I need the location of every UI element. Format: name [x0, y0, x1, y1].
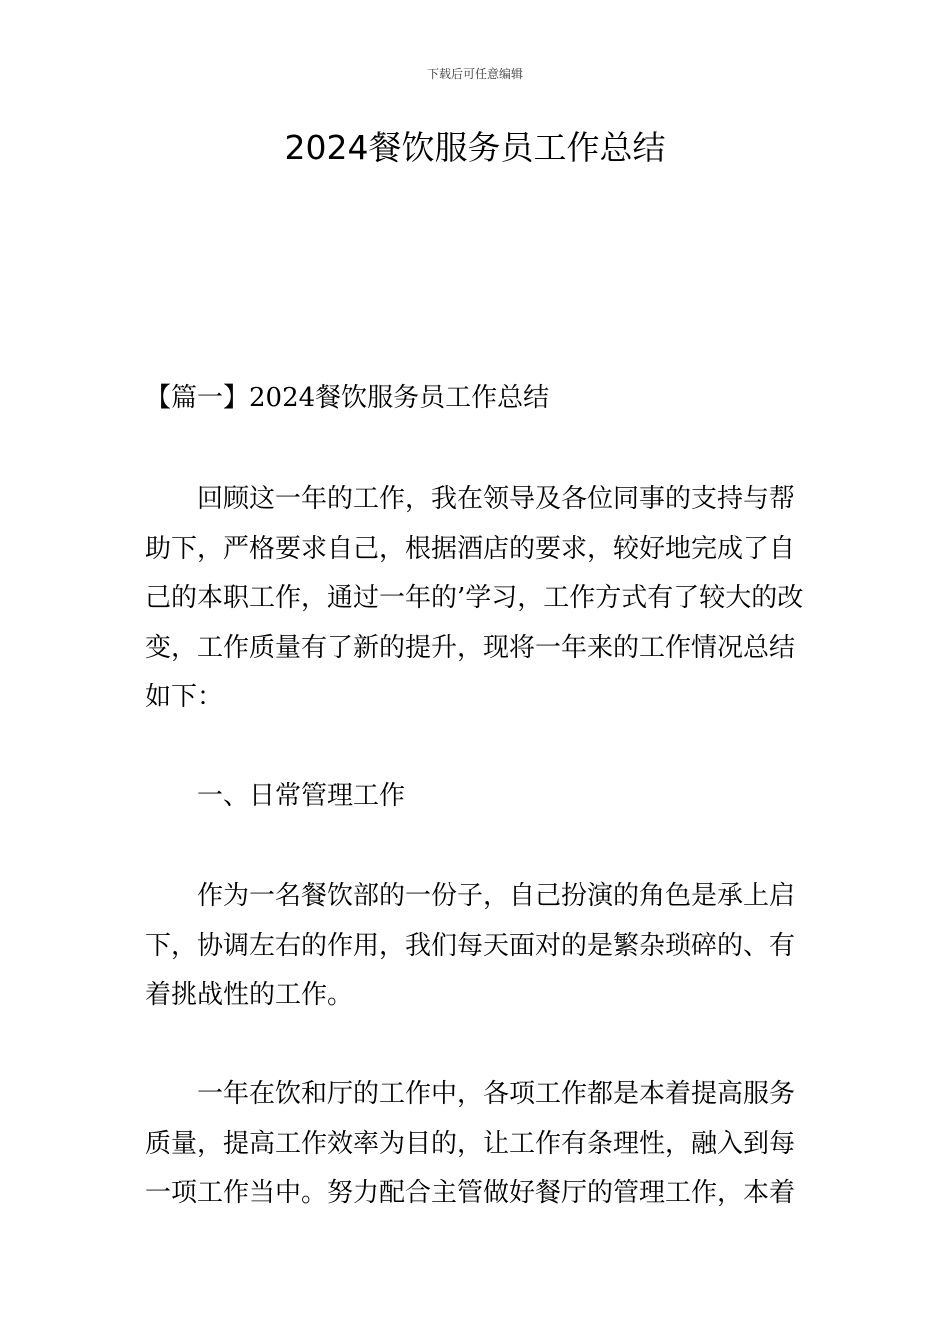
paragraph-work-year: 一年在饮和厅的工作中，各项工作都是本着提高服务质量，提高工作效率为目的，让工作有条理性，融入到每一项工作当中。努力配合主管做好餐厅的管理工作，本着: [145, 1079, 796, 1208]
document-title: 2024餐饮服务员工作总结: [284, 128, 666, 167]
section-heading-daily-management: 一、日常管理工作: [197, 781, 406, 811]
paragraph-intro: 回顾这一年的工作，我在领导及各位同事的支持与帮助下，严格要求自己，根据酒店的要求，较好地完成了自己的本职工作，通过一年的’学习，工作方式有了较大的改变，工作质量有了新的提升，现将一年来的工作情况总结如下：: [145, 484, 804, 712]
paragraph-role: 作为一名餐饮部的一份子，自己扮演的角色是承上启下，协调左右的作用，我们每天面对的是繁杂琐碎的、有着挑战性的工作。: [145, 881, 796, 1010]
part-heading: 【篇一】2024餐饮服务员工作总结: [145, 383, 550, 413]
page-header-note: 下载后可任意编辑: [426, 67, 523, 81]
